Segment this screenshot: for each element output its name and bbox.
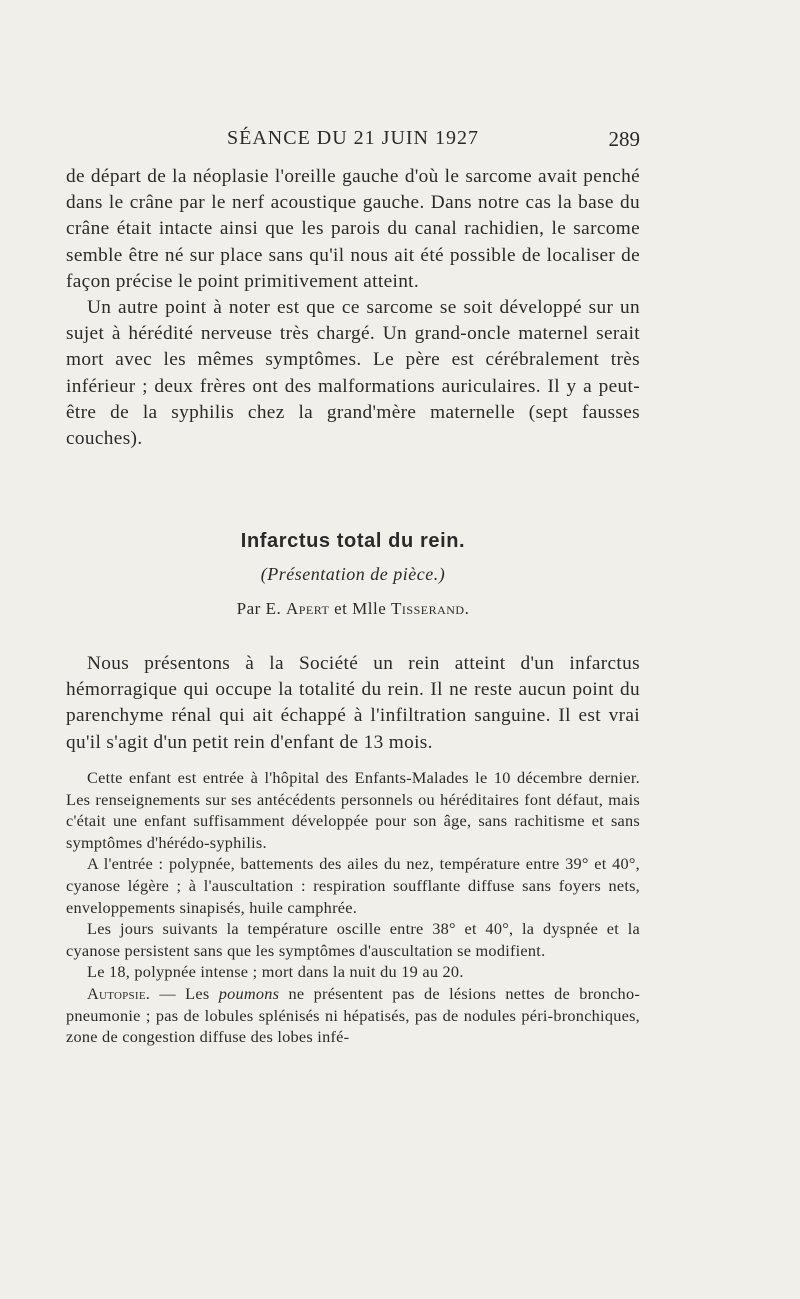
autopsy-text: ne présentent pas de lésions nettes de broncho-pneumonie ; pas de lobules splénisés ni hépatisés, pas de nodules péri-bronchiques, zone de congestion diffuse des lobes infé- xyxy=(66,983,641,1047)
autopsy-paragraph xyxy=(66,983,640,1048)
continued-text xyxy=(66,164,640,452)
autopsy-dash: — Les xyxy=(150,983,219,1003)
author-name: Apert xyxy=(285,599,330,618)
paragraph: Un autre point à noter est que ce sarcome se soit développé sur un sujet à hérédité nerveuse très chargé. Un grand-oncle maternel serait mort avec les mêmes symptômes. Le père est cérébralement très inférieur ; deux frères ont des malformations auriculaires. Il y a peut-être de la syphilis chez la grand'mère maternelle (sept fausses couches). xyxy=(66,297,640,450)
article-subtitle: (Présentation de pièce.) xyxy=(260,564,446,584)
paragraph: A l'entrée : polypnée, battements des ailes du nez, température entre 39° et 40°, cyanose légère ; à l'auscultation : respiration soufflante diffuse sans foyers nets, enveloppements sinapisés, huile camphrée. xyxy=(66,854,640,917)
paragraph: Le 18, polypnée intense ; mort dans la nuit du 19 au 20. xyxy=(87,962,464,982)
paragraph: Cette enfant est entrée à l'hôpital des Enfants-Malades le 10 décembre dernier. Les renseignements sur ses antécédents personnels ou héréditaires font défaut, mais c'était une enfant suffisamment développée pour son âge, sans rachitisme et sans symptômes d'hérédo-syphilis. xyxy=(66,768,640,852)
byline-prefix: Par E. xyxy=(236,599,282,618)
main-text xyxy=(66,651,640,756)
author-name: Tisserand. xyxy=(391,599,470,618)
running-title: SÉANCE DU 21 JUIN 1927 xyxy=(227,127,479,149)
paragraph: Nous présentons à la Société un rein atteint d'un infarctus hémorragique qui occupe la totalité du rein. Il ne reste aucun point du parenchyme rénal qui ait échappé à l'infiltration sanguine. Il est vrai qu'il s'agit d'un petit rein d'enfant de 13 mois. xyxy=(66,653,640,753)
byline xyxy=(66,599,640,619)
autopsy-label: Autopsie. xyxy=(87,983,151,1003)
article-title: Infarctus total du rein. xyxy=(240,530,466,552)
running-header xyxy=(66,127,640,157)
autopsy-italic: poumons xyxy=(218,983,280,1003)
case-report xyxy=(66,767,640,1048)
byline-middle: et Mlle xyxy=(334,599,387,618)
paragraph: Les jours suivants la température oscille entre 38° et 40°, la dyspnée et la cyanose persistent sans que les symptômes d'auscultation se modifient. xyxy=(66,919,640,960)
paragraph: de départ de la néoplasie l'oreille gauche d'où le sarcome avait penché dans le crâne par le nerf acoustique gauche. Dans notre cas la base du crâne était intacte ainsi que les parois du canal rachidien, le sarcome semble être né sur place sans qu'il nous ait été possible de localiser de façon précise le point primitivement atteint. xyxy=(66,166,640,292)
page-number: 289 xyxy=(608,127,640,151)
